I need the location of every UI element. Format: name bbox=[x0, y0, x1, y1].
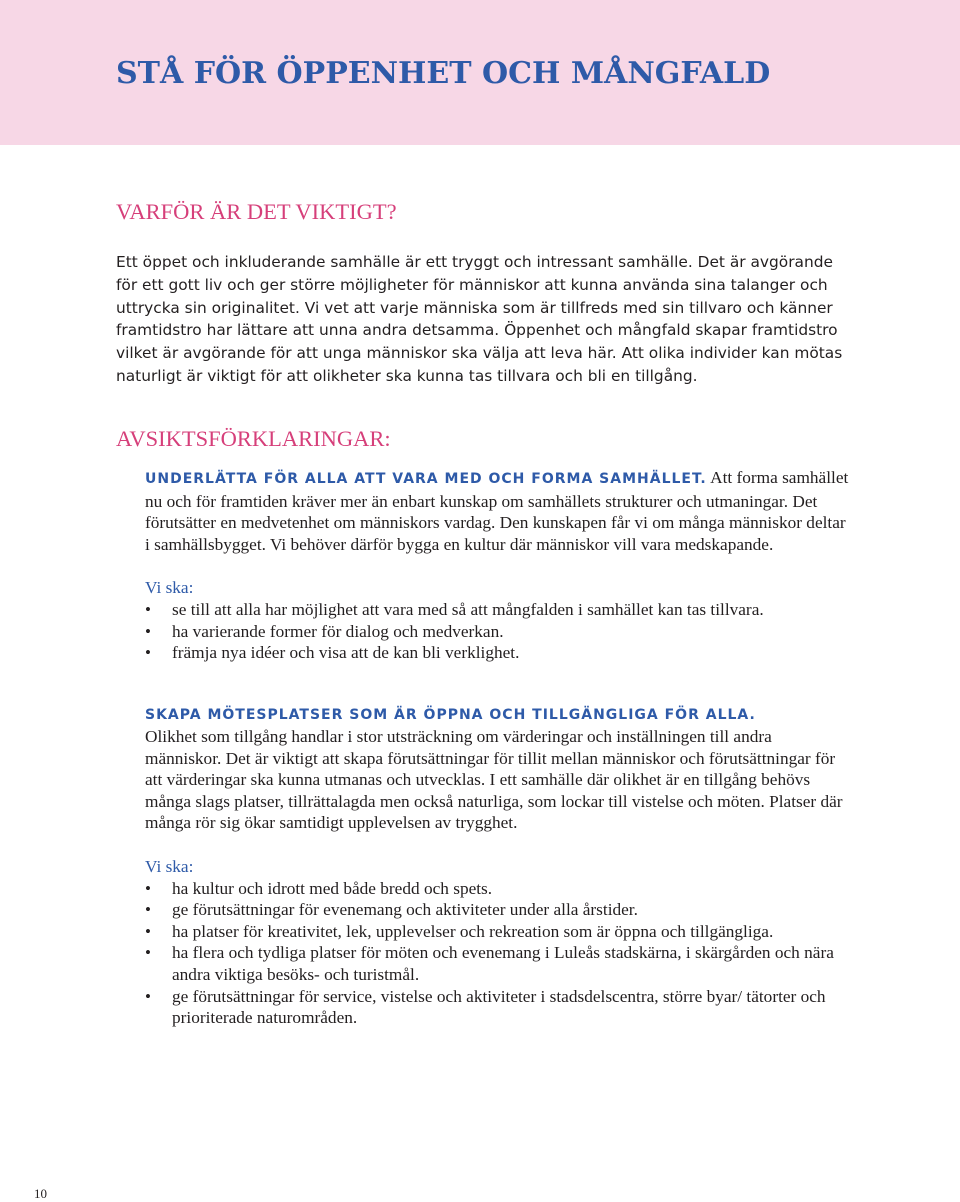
intention-block-meeting-places bbox=[145, 703, 850, 1029]
intention-paragraph bbox=[145, 467, 850, 555]
intention-text: Olikhet som tillgång handlar i stor utsträckning om värderingar och inställningen till andra människor. Det är viktigt att skapa förutsättningar för tillit mellan människor och förutsättningar för att värderingar ska kunna utmanas och utvecklas. I ett samhälle där olikhet är en tillgång behövs många slags platser, tillrättalagda men också naturliga, som lockar till vistelse och möten. Platser där många rör sig ökar samtidigt upplevelsen av trygghet. bbox=[145, 727, 843, 833]
page-title: STÅ FÖR ÖPPENHET OCH MÅNGFALD bbox=[116, 56, 771, 91]
bullet-icon: • bbox=[145, 943, 151, 963]
bullet-icon: • bbox=[145, 599, 151, 619]
section-heading-intentions: AVSIKTSFÖRKLARINGAR: bbox=[116, 426, 391, 451]
section-heading-why: VARFÖR ÄR DET VIKTIGT? bbox=[116, 199, 397, 224]
list-item: • ha platser för kreativitet, lek, upplevelser och rekreation som är öppna och tillgängliga. bbox=[145, 921, 774, 941]
bullet-icon: • bbox=[145, 878, 151, 898]
bullet-list bbox=[145, 878, 850, 1029]
bullet-list bbox=[145, 599, 850, 664]
list-item: • ge förutsättningar för evenemang och aktiviteter under alla årstider. bbox=[145, 900, 638, 920]
intro-paragraph: Ett öppet och inkluderande samhälle är ett tryggt och intressant samhälle. Det är avgörande för ett gott liv och ger större möjligheter för människor att kunna använda sina talanger och uttrycka sin originalitet. Vi vet att varje människa som är tillfreds med sin tillvaro och känner framtidstro har lättare att unna andra detsamma. Öppenhet och mångfald skapar framtidstro vilket är avgörande för att unga människor ska välja att leva här. Att olika individer kan mötas naturligt är viktigt för att olikheter ska kunna tas tillvara och bli en tillgång. bbox=[116, 253, 843, 385]
bullet-icon: • bbox=[145, 986, 151, 1006]
page-number: 10 bbox=[34, 1186, 47, 1201]
intention-subhead: SKAPA MÖTESPLATSER SOM ÄR ÖPPNA OCH TILLGÄNGLIGA FÖR ALLA. bbox=[145, 707, 756, 723]
bullet-icon: • bbox=[145, 900, 151, 920]
list-item: • ha varierande former för dialog och medverkan. bbox=[145, 621, 504, 641]
vi-ska-label: Vi ska: bbox=[145, 856, 194, 876]
bullet-icon: • bbox=[145, 921, 151, 941]
intention-subhead-line bbox=[145, 703, 850, 726]
list-item: • ge förutsättningar för service, vistelse och aktiviteter i stadsdelscentra, större byar/ tätorter och prioriterade naturområden. bbox=[145, 986, 826, 1028]
bullet-icon: • bbox=[145, 621, 151, 641]
list-item: • se till att alla har möjlighet att vara med så att mångfalden i samhället kan tas tillvara. bbox=[145, 599, 764, 619]
vi-ska-label: Vi ska: bbox=[145, 578, 194, 598]
bullet-icon: • bbox=[145, 643, 151, 663]
list-item: • ha flera och tydliga platser för möten och evenemang i Luleås stadskärna, i skärgården och nära andra viktiga besöks- och turistmål. bbox=[145, 943, 834, 984]
intention-subhead: UNDERLÄTTA FÖR ALLA ATT VARA MED OCH FORMA SAMHÄLLET. bbox=[145, 471, 707, 487]
intention-text: Att forma samhället nu och för framtiden kräver mer än enbart kunskap om samhällets strukturer och utmaningar. Det förutsätter en medvetenhet om människors vardag. Den kunskapen får vi om många människor deltar i samhällsbygget. Vi behöver därför bygga en kultur där människor vill vara medskapande. bbox=[145, 468, 849, 554]
list-item: • ha kultur och idrott med både bredd och spets. bbox=[145, 878, 493, 898]
intention-block-participation bbox=[145, 467, 850, 664]
list-item: • främja nya idéer och visa att de kan bli verklighet. bbox=[145, 643, 520, 663]
